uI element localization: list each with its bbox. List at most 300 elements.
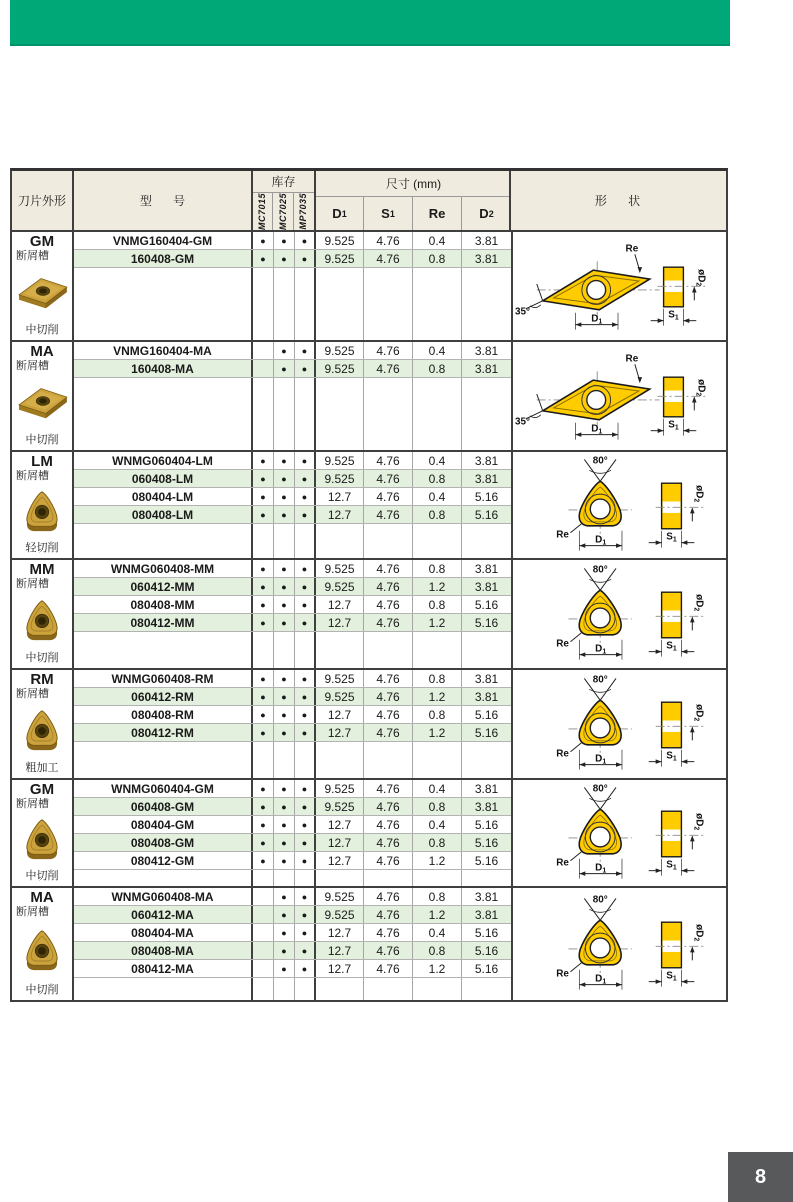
dim-d2-cell: 3.81 <box>474 361 499 376</box>
wnmg-insert-icon <box>17 595 67 643</box>
dim-s1-cell: 4.76 <box>364 506 413 523</box>
table-row <box>74 780 511 798</box>
model-cell: VNMG160404-GM <box>74 232 253 249</box>
table-header <box>12 171 726 232</box>
dim-d2-cell: 3.81 <box>474 343 499 358</box>
dim-s1-cell: 4.76 <box>364 798 413 815</box>
header-stock-group <box>253 171 316 230</box>
header-dims-group-label: 尺寸 (mm) <box>316 171 511 197</box>
stock-dot-cell: ● <box>253 816 274 833</box>
chipbreaker-label: 断屑槽 <box>16 360 49 372</box>
dim-re-cell: 0.8 <box>413 888 462 905</box>
dim-d2-cell: 5.16 <box>474 707 499 722</box>
table-section <box>12 232 726 342</box>
svg-text:S1: $S_1$ <box>668 309 679 322</box>
stock-dot-cell: ● <box>295 706 316 723</box>
dim-s1-cell: 4.76 <box>364 596 413 613</box>
table-section <box>12 888 726 1000</box>
stock-dot-cell: ● <box>274 706 295 723</box>
application-label: 中切削 <box>25 324 59 336</box>
svg-text:Re: Re <box>625 243 639 255</box>
empty-filler-row <box>74 268 511 340</box>
dim-d1-cell: 9.525 <box>316 798 364 815</box>
svg-text:80°: 80° <box>592 674 608 686</box>
dim-d1-cell: 9.525 <box>316 360 364 377</box>
insert-photo <box>14 379 70 428</box>
stock-dot-cell: ● <box>253 670 274 687</box>
svg-text:35°: 35° <box>514 416 530 428</box>
empty-filler-row <box>74 870 511 886</box>
dim-s1-cell: 4.76 <box>364 942 413 959</box>
model-rows <box>74 342 511 450</box>
chipbreaker-label: 断屑槽 <box>16 688 49 700</box>
svg-text:D1: $D_1$ <box>595 643 607 656</box>
stock-dot-cell: ● <box>295 816 316 833</box>
stock-dot-cell: ● <box>295 360 316 377</box>
stock-dot-cell: ● <box>253 506 274 523</box>
wnmg-shape-diagram <box>513 781 726 885</box>
dim-s1-cell: 4.76 <box>364 834 413 851</box>
stock-dot-cell: ● <box>295 834 316 851</box>
table-row <box>74 470 511 488</box>
dim-d1-cell: 9.525 <box>316 906 364 923</box>
header-model <box>74 171 253 230</box>
chipbreaker-label: 断屑槽 <box>16 798 49 810</box>
svg-text:S1: $S_1$ <box>666 859 677 872</box>
dim-re-cell: 0.4 <box>413 232 462 249</box>
svg-text:øD2: $øD_2$ <box>692 594 705 612</box>
table-row <box>74 688 511 706</box>
dim-d1-cell: 12.7 <box>316 852 364 869</box>
svg-text:Re: Re <box>556 529 569 541</box>
header-stock-group-label: 库存 <box>253 171 314 193</box>
svg-text:øD2: $øD_2$ <box>694 379 707 397</box>
page-number: 8 <box>754 1165 767 1188</box>
dim-re-cell: 0.8 <box>413 706 462 723</box>
svg-text:S1: $S_1$ <box>666 750 677 763</box>
insert-photo <box>17 814 67 867</box>
table-row <box>74 888 511 906</box>
insert-info-cell <box>12 780 74 886</box>
dim-d1-cell: 9.525 <box>316 670 364 687</box>
dim-d1-cell: 9.525 <box>316 250 364 267</box>
svg-text:Re: Re <box>556 638 569 650</box>
grade-label: RM <box>30 671 54 688</box>
dim-d2-cell: 5.16 <box>474 489 499 504</box>
table-row <box>74 506 511 524</box>
stock-dot-cell: ● <box>253 232 274 249</box>
application-label: 中切削 <box>25 434 59 446</box>
header-dim-cols <box>316 197 511 230</box>
stock-dot-cell: ● <box>253 688 274 705</box>
model-cell: 060408-GM <box>74 798 253 815</box>
stock-dot-cell: ● <box>295 852 316 869</box>
dim-re-cell: 1.2 <box>413 960 462 977</box>
stock-dot-cell: ● <box>274 560 295 577</box>
stock-dot-cell: ● <box>274 688 295 705</box>
wnmg-insert-icon <box>17 814 67 862</box>
stock-dot-cell: ● <box>253 596 274 613</box>
stock-dot-cell: ● <box>274 816 295 833</box>
model-cell: 080408-MA <box>74 942 253 959</box>
application-label: 中切削 <box>25 652 59 664</box>
model-cell: 080412-RM <box>74 724 253 741</box>
table-section <box>12 560 726 670</box>
model-cell: 080404-GM <box>74 816 253 833</box>
svg-text:80°: 80° <box>592 894 608 906</box>
insert-info-cell <box>12 560 74 668</box>
dim-d2-cell: 3.81 <box>474 799 499 814</box>
svg-text:S1: $S_1$ <box>666 640 677 653</box>
dim-d1-cell: 9.525 <box>316 232 364 249</box>
dim-d1-cell: 12.7 <box>316 942 364 959</box>
dim-s1-cell: 4.76 <box>364 560 413 577</box>
svg-text:D1: $D_1$ <box>595 862 607 875</box>
header-grade-mp7035: MP7035 <box>298 193 309 230</box>
stock-dot-cell: ● <box>274 906 295 923</box>
table-section <box>12 670 726 780</box>
stock-dot-cell: ● <box>274 834 295 851</box>
stock-dot-cell: ● <box>274 488 295 505</box>
header-dim-d2: D 2 <box>479 206 494 221</box>
stock-dot-cell <box>253 942 274 959</box>
stock-dot-cell: ● <box>274 960 295 977</box>
insert-photo <box>14 269 70 318</box>
dim-d1-cell: 9.525 <box>316 560 364 577</box>
header-dim-s1: S 1 <box>364 197 413 230</box>
insert-info-cell <box>12 670 74 778</box>
table-row <box>74 342 511 360</box>
stock-dot-cell: ● <box>295 798 316 815</box>
dim-s1-cell: 4.76 <box>364 780 413 797</box>
stock-dot-cell: ● <box>295 780 316 797</box>
dim-d1-cell: 12.7 <box>316 834 364 851</box>
dim-d2-cell: 5.16 <box>474 597 499 612</box>
stock-dot-cell <box>253 342 274 359</box>
model-cell: 080412-GM <box>74 852 253 869</box>
dim-re-cell: 1.2 <box>413 724 462 741</box>
dim-re-cell: 0.4 <box>413 924 462 941</box>
stock-dot-cell <box>253 924 274 941</box>
dim-re-cell: 0.4 <box>413 452 462 469</box>
dim-re-cell: 0.8 <box>413 834 462 851</box>
insert-photo <box>17 925 67 978</box>
header-dim-re: Re <box>413 197 462 230</box>
stock-dot-cell: ● <box>274 888 295 905</box>
dim-d1-cell: 9.525 <box>316 578 364 595</box>
model-cell: 160408-GM <box>74 250 253 267</box>
table-row <box>74 452 511 470</box>
model-rows <box>74 670 511 778</box>
stock-dot-cell: ● <box>274 924 295 941</box>
dim-re-cell: 1.2 <box>413 906 462 923</box>
stock-dot-cell: ● <box>295 906 316 923</box>
dim-d1-cell: 12.7 <box>316 614 364 631</box>
wnmg-shape-diagram <box>513 453 726 557</box>
model-rows <box>74 232 511 340</box>
stock-dot-cell: ● <box>253 578 274 595</box>
stock-dot-cell <box>253 360 274 377</box>
table-row <box>74 670 511 688</box>
dim-re-cell: 0.8 <box>413 798 462 815</box>
stock-dot-cell: ● <box>295 232 316 249</box>
table-section <box>12 342 726 452</box>
header-stock-grades <box>253 193 314 230</box>
brand-header-bar <box>10 0 730 46</box>
model-cell: 060412-RM <box>74 688 253 705</box>
stock-dot-cell: ● <box>274 232 295 249</box>
model-rows <box>74 560 511 668</box>
dim-d1-cell: 9.525 <box>316 780 364 797</box>
stock-dot-cell: ● <box>274 452 295 469</box>
svg-text:øD2: $øD_2$ <box>692 813 705 831</box>
dim-re-cell: 0.4 <box>413 342 462 359</box>
model-cell: 080404-MA <box>74 924 253 941</box>
dim-re-cell: 0.4 <box>413 816 462 833</box>
dim-s1-cell: 4.76 <box>364 250 413 267</box>
grade-label: MA <box>30 889 54 906</box>
dim-d2-cell: 3.81 <box>474 251 499 266</box>
dim-d2-cell: 3.81 <box>474 579 499 594</box>
header-model-label: 型 号 <box>139 194 195 208</box>
header-shape-diagram <box>509 171 724 230</box>
dim-d1-cell: 9.525 <box>316 888 364 905</box>
stock-dot-cell: ● <box>295 670 316 687</box>
stock-dot-cell: ● <box>253 560 274 577</box>
model-cell: 060412-MM <box>74 578 253 595</box>
svg-text:D1: $D_1$ <box>591 313 603 326</box>
wnmg-insert-icon <box>17 486 67 534</box>
dim-re-cell: 1.2 <box>413 688 462 705</box>
stock-dot-cell: ● <box>253 452 274 469</box>
stock-dot-cell: ● <box>274 780 295 797</box>
stock-dot-cell: ● <box>274 724 295 741</box>
dim-re-cell: 0.8 <box>413 506 462 523</box>
dim-s1-cell: 4.76 <box>364 906 413 923</box>
svg-text:øD2: $øD_2$ <box>692 924 705 942</box>
stock-dot-cell: ● <box>274 670 295 687</box>
dim-d1-cell: 12.7 <box>316 488 364 505</box>
svg-text:øD2: $øD_2$ <box>692 485 705 503</box>
dim-s1-cell: 4.76 <box>364 688 413 705</box>
stock-dot-cell: ● <box>295 342 316 359</box>
table-section <box>12 452 726 560</box>
svg-text:80°: 80° <box>592 455 608 467</box>
dim-d1-cell: 9.525 <box>316 452 364 469</box>
empty-filler-row <box>74 978 511 1000</box>
stock-dot-cell: ● <box>253 470 274 487</box>
dim-s1-cell: 4.76 <box>364 888 413 905</box>
dim-s1-cell: 4.76 <box>364 924 413 941</box>
application-label: 轻切削 <box>25 542 59 554</box>
wnmg-insert-icon <box>17 925 67 973</box>
dim-s1-cell: 4.76 <box>364 852 413 869</box>
dim-d1-cell: 12.7 <box>316 924 364 941</box>
dim-d2-cell: 5.16 <box>474 725 499 740</box>
grade-label: GM <box>29 781 55 798</box>
table-row <box>74 942 511 960</box>
dim-d2-cell: 3.81 <box>474 233 499 248</box>
shape-diagram-cell <box>511 670 726 778</box>
shape-diagram-cell <box>511 232 726 340</box>
dim-d2-cell: 5.16 <box>474 925 499 940</box>
application-label: 粗加工 <box>25 762 59 774</box>
model-cell: WNMG060408-MM <box>74 560 253 577</box>
header-insert-shape <box>12 171 74 230</box>
table-row <box>74 578 511 596</box>
shape-diagram-cell <box>511 780 726 886</box>
svg-text:D1: $D_1$ <box>591 423 603 436</box>
stock-dot-cell: ● <box>295 924 316 941</box>
dim-d1-cell: 12.7 <box>316 724 364 741</box>
stock-dot-cell: ● <box>295 560 316 577</box>
dim-d2-cell: 3.81 <box>474 471 499 486</box>
stock-dot-cell: ● <box>274 942 295 959</box>
stock-dot-cell: ● <box>274 470 295 487</box>
stock-dot-cell: ● <box>253 724 274 741</box>
model-cell: WNMG060404-LM <box>74 452 253 469</box>
model-cell: 080412-MM <box>74 614 253 631</box>
stock-dot-cell: ● <box>274 250 295 267</box>
stock-dot-cell: ● <box>253 852 274 869</box>
wnmg-insert-icon <box>17 705 67 753</box>
stock-dot-cell: ● <box>295 506 316 523</box>
dim-d1-cell: 12.7 <box>316 960 364 977</box>
stock-dot-cell: ● <box>274 798 295 815</box>
model-cell: 080412-MA <box>74 960 253 977</box>
insert-photo <box>17 486 67 539</box>
stock-dot-cell: ● <box>274 614 295 631</box>
model-cell: 060408-LM <box>74 470 253 487</box>
svg-text:Re: Re <box>556 857 569 869</box>
dim-d2-cell: 3.81 <box>474 907 499 922</box>
table-body <box>12 232 726 1000</box>
dim-s1-cell: 4.76 <box>364 232 413 249</box>
model-cell: WNMG060408-RM <box>74 670 253 687</box>
insert-info-cell <box>12 232 74 340</box>
stock-dot-cell: ● <box>295 250 316 267</box>
dim-d2-cell: 3.81 <box>474 561 499 576</box>
dim-d1-cell: 12.7 <box>316 506 364 523</box>
header-shape-diagram-label: 形 状 <box>594 194 650 208</box>
dim-d2-cell: 3.81 <box>474 689 499 704</box>
dim-re-cell: 1.2 <box>413 578 462 595</box>
stock-dot-cell: ● <box>253 798 274 815</box>
insert-info-cell <box>12 888 74 1000</box>
model-rows <box>74 452 511 558</box>
dim-s1-cell: 4.76 <box>364 452 413 469</box>
table-row <box>74 960 511 978</box>
insert-info-cell <box>12 452 74 558</box>
dim-re-cell: 0.8 <box>413 360 462 377</box>
svg-text:D1: $D_1$ <box>595 973 607 986</box>
stock-dot-cell: ● <box>274 342 295 359</box>
svg-text:S1: $S_1$ <box>666 531 677 544</box>
table-row <box>74 232 511 250</box>
dim-d2-cell: 5.16 <box>474 835 499 850</box>
svg-text:øD2: $øD_2$ <box>694 269 707 287</box>
stock-dot-cell: ● <box>274 852 295 869</box>
dim-s1-cell: 4.76 <box>364 670 413 687</box>
table-row <box>74 250 511 268</box>
stock-dot-cell: ● <box>253 250 274 267</box>
grade-label: MA <box>30 343 54 360</box>
dim-re-cell: 1.2 <box>413 852 462 869</box>
svg-text:35°: 35° <box>514 306 530 318</box>
insert-photo <box>17 705 67 758</box>
table-row <box>74 924 511 942</box>
stock-dot-cell: ● <box>274 506 295 523</box>
application-label: 中切削 <box>25 870 59 882</box>
model-cell: 060412-MA <box>74 906 253 923</box>
model-cell: 080404-LM <box>74 488 253 505</box>
stock-dot-cell: ● <box>253 780 274 797</box>
dim-re-cell: 0.4 <box>413 488 462 505</box>
dim-d2-cell: 5.16 <box>474 853 499 868</box>
chipbreaker-label: 断屑槽 <box>16 470 49 482</box>
dim-s1-cell: 4.76 <box>364 578 413 595</box>
insert-spec-table <box>10 168 728 1002</box>
header-dims-group <box>316 171 511 230</box>
model-cell: WNMG060408-MA <box>74 888 253 905</box>
dim-d2-cell: 3.81 <box>474 671 499 686</box>
svg-text:80°: 80° <box>592 564 608 576</box>
table-row <box>74 706 511 724</box>
dim-d2-cell: 5.16 <box>474 817 499 832</box>
model-cell: 080408-MM <box>74 596 253 613</box>
svg-text:S1: $S_1$ <box>668 419 679 432</box>
dim-d2-cell: 5.16 <box>474 943 499 958</box>
chipbreaker-label: 断屑槽 <box>16 578 49 590</box>
shape-diagram-cell <box>511 888 726 1000</box>
vnmg-insert-icon <box>14 379 70 423</box>
stock-dot-cell: ● <box>295 724 316 741</box>
stock-dot-cell <box>253 906 274 923</box>
stock-dot-cell: ● <box>295 942 316 959</box>
table-row <box>74 906 511 924</box>
svg-text:80°: 80° <box>592 783 608 795</box>
shape-diagram-cell <box>511 342 726 450</box>
stock-dot-cell: ● <box>295 888 316 905</box>
model-rows <box>74 780 511 886</box>
application-label: 中切削 <box>25 984 59 996</box>
dim-d1-cell: 9.525 <box>316 342 364 359</box>
svg-text:D1: $D_1$ <box>595 534 607 547</box>
dim-s1-cell: 4.76 <box>364 488 413 505</box>
stock-dot-cell: ● <box>253 614 274 631</box>
dim-re-cell: 0.4 <box>413 780 462 797</box>
stock-dot-cell: ● <box>295 578 316 595</box>
dim-re-cell: 0.8 <box>413 942 462 959</box>
dim-re-cell: 0.8 <box>413 470 462 487</box>
dim-d2-cell: 5.16 <box>474 507 499 522</box>
vnmg-insert-icon <box>14 269 70 313</box>
stock-dot-cell: ● <box>295 960 316 977</box>
dim-s1-cell: 4.76 <box>364 614 413 631</box>
stock-dot-cell: ● <box>274 596 295 613</box>
dim-s1-cell: 4.76 <box>364 360 413 377</box>
stock-dot-cell: ● <box>295 614 316 631</box>
header-dim-d1: D 1 <box>316 197 364 230</box>
dim-d2-cell: 3.81 <box>474 889 499 904</box>
empty-filler-row <box>74 378 511 450</box>
dim-d1-cell: 12.7 <box>316 706 364 723</box>
chipbreaker-label: 断屑槽 <box>16 250 49 262</box>
dim-d2-cell: 5.16 <box>474 961 499 976</box>
table-row <box>74 798 511 816</box>
model-cell: 080408-LM <box>74 506 253 523</box>
dim-s1-cell: 4.76 <box>364 470 413 487</box>
